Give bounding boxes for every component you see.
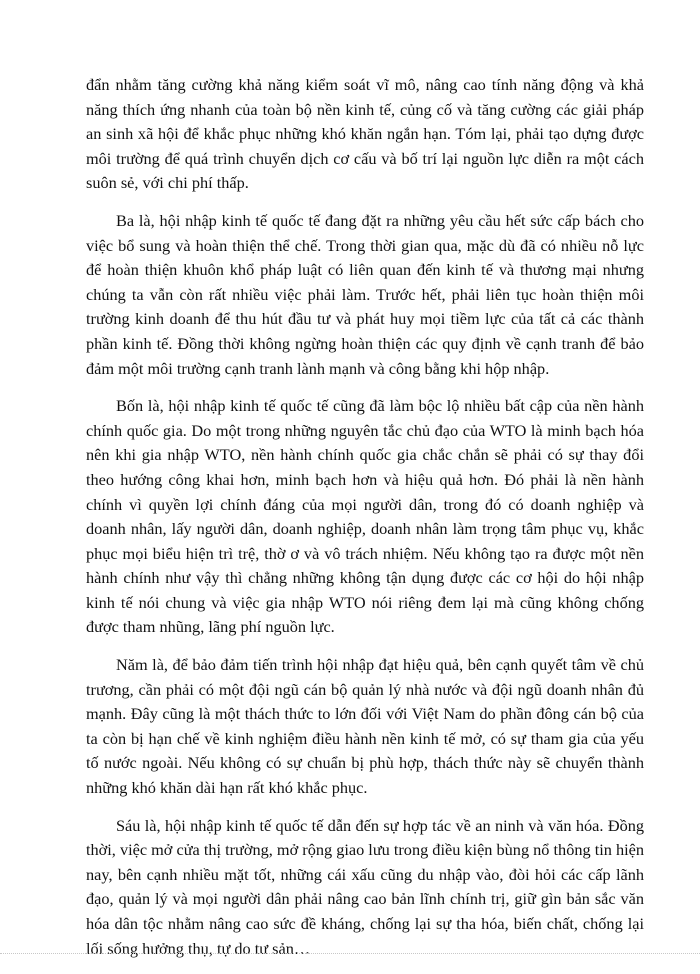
document-body — [86, 73, 644, 974]
paragraph-ba-la: Ba là, hội nhập kinh tế quốc tế đang đặt ra những yêu cầu hết sức cấp bách cho việc bổ sung và hoàn thiện thể chế. Trong thời gian qua, mặc dù đã có nhiều nỗ lực để hoàn thiện khuôn khổ pháp luật có liên quan đến kinh tế và thương mại nhưng chúng ta vẫn còn rất nhiều việc phải làm. Trước hết, phải liên tục hoàn thiện môi trường kinh doanh để thu hút đầu tư và phát huy mọi tiềm lực của tất cả các thành phần kinh tế. Đồng thời không ngừng hoàn thiện các quy định về cạnh tranh để bảo đảm một môi trường cạnh tranh lành mạnh và công bằng khi hộp nhập. — [86, 210, 644, 378]
paragraph-bon-la: Bốn là, hội nhập kinh tế quốc tế cũng đã làm bộc lộ nhiều bất cập của nền hành chính quốc gia. Do một trong những nguyên tắc chủ đạo của WTO là minh bạch hóa nên khi gia nhập WTO, nền hành chính quốc gia chắc chắn sẽ phải có sự thay đổi theo hướng công khai hơn, minh bạch hơn và hiệu quả hơn. Đó phải là nền hành chính vì quyền lợi chính đáng của mọi người dân, trong đó có doanh nghiệp và doanh nhân, lấy người dân, doanh nghiệp, doanh nhân làm trọng tâm phục vụ, khắc phục mọi biểu hiện trì trệ, thờ ơ và vô trách nhiệm. Nếu không tạo ra được một nền hành chính như vậy thì chẳng những không tận dụng được các cơ hội do hội nhập kinh tế nói chung và việc gia nhập WTO nói riêng đem lại mà cũng không chống được tham nhũng, lãng phí nguồn lực. — [86, 396, 644, 637]
page-bottom-divider — [0, 953, 700, 954]
paragraph-nam-la: Năm là, để bảo đảm tiến trình hội nhập đạt hiệu quả, bên cạnh quyết tâm về chủ trương, cần phải có một đội ngũ cán bộ quản lý nhà nước và đội ngũ doanh nhân đủ mạnh. Đây cũng là một thách thức to lớn đối với Việt Nam do phần đông cán bộ của ta còn bị hạn chế về kinh nghiệm điều hành nền kinh tế mở, có sự tham gia của yếu tố nước ngoài. Nếu không có sự chuẩn bị phù hợp, thách thức này sẽ chuyển thành những khó khăn dài hạn rất khó khắc phục. — [86, 655, 644, 798]
paragraph-continuation: đẩn nhằm tăng cường khả năng kiểm soát vĩ mô, nâng cao tính năng động và khả năng thích ứng nhanh của toàn bộ nền kinh tế, củng cố và tăng cường các giải pháp an sinh xã hội để khắc phục những khó khăn ngắn hạn. Tóm lại, phải tạo dựng được môi trường để quá trình chuyển dịch cơ cấu và bố trí lại nguồn lực diễn ra một cách suôn sẻ, với chi phí thấp. — [86, 75, 644, 193]
paragraph-sau-la: Sáu là, hội nhập kinh tế quốc tế dẫn đến sự hợp tác về an ninh và văn hóa. Đồng thời, việc mở cửa thị trường, mở rộng giao lưu trong điều kiện bùng nổ thông tin hiện nay, bên cạnh nhiều mặt tốt, những cái xấu cũng du nhập vào, đòi hỏi các cấp lãnh đạo, quản lý và mọi người dân phải nâng cao bản lĩnh chính trị, giữ gìn bản sắc văn hóa dân tộc nhằm nâng cao sức đề kháng, chống lại sự tha hóa, biến chất, chống lại lối sống hưởng thụ, tự do tư sản… — [86, 815, 644, 958]
